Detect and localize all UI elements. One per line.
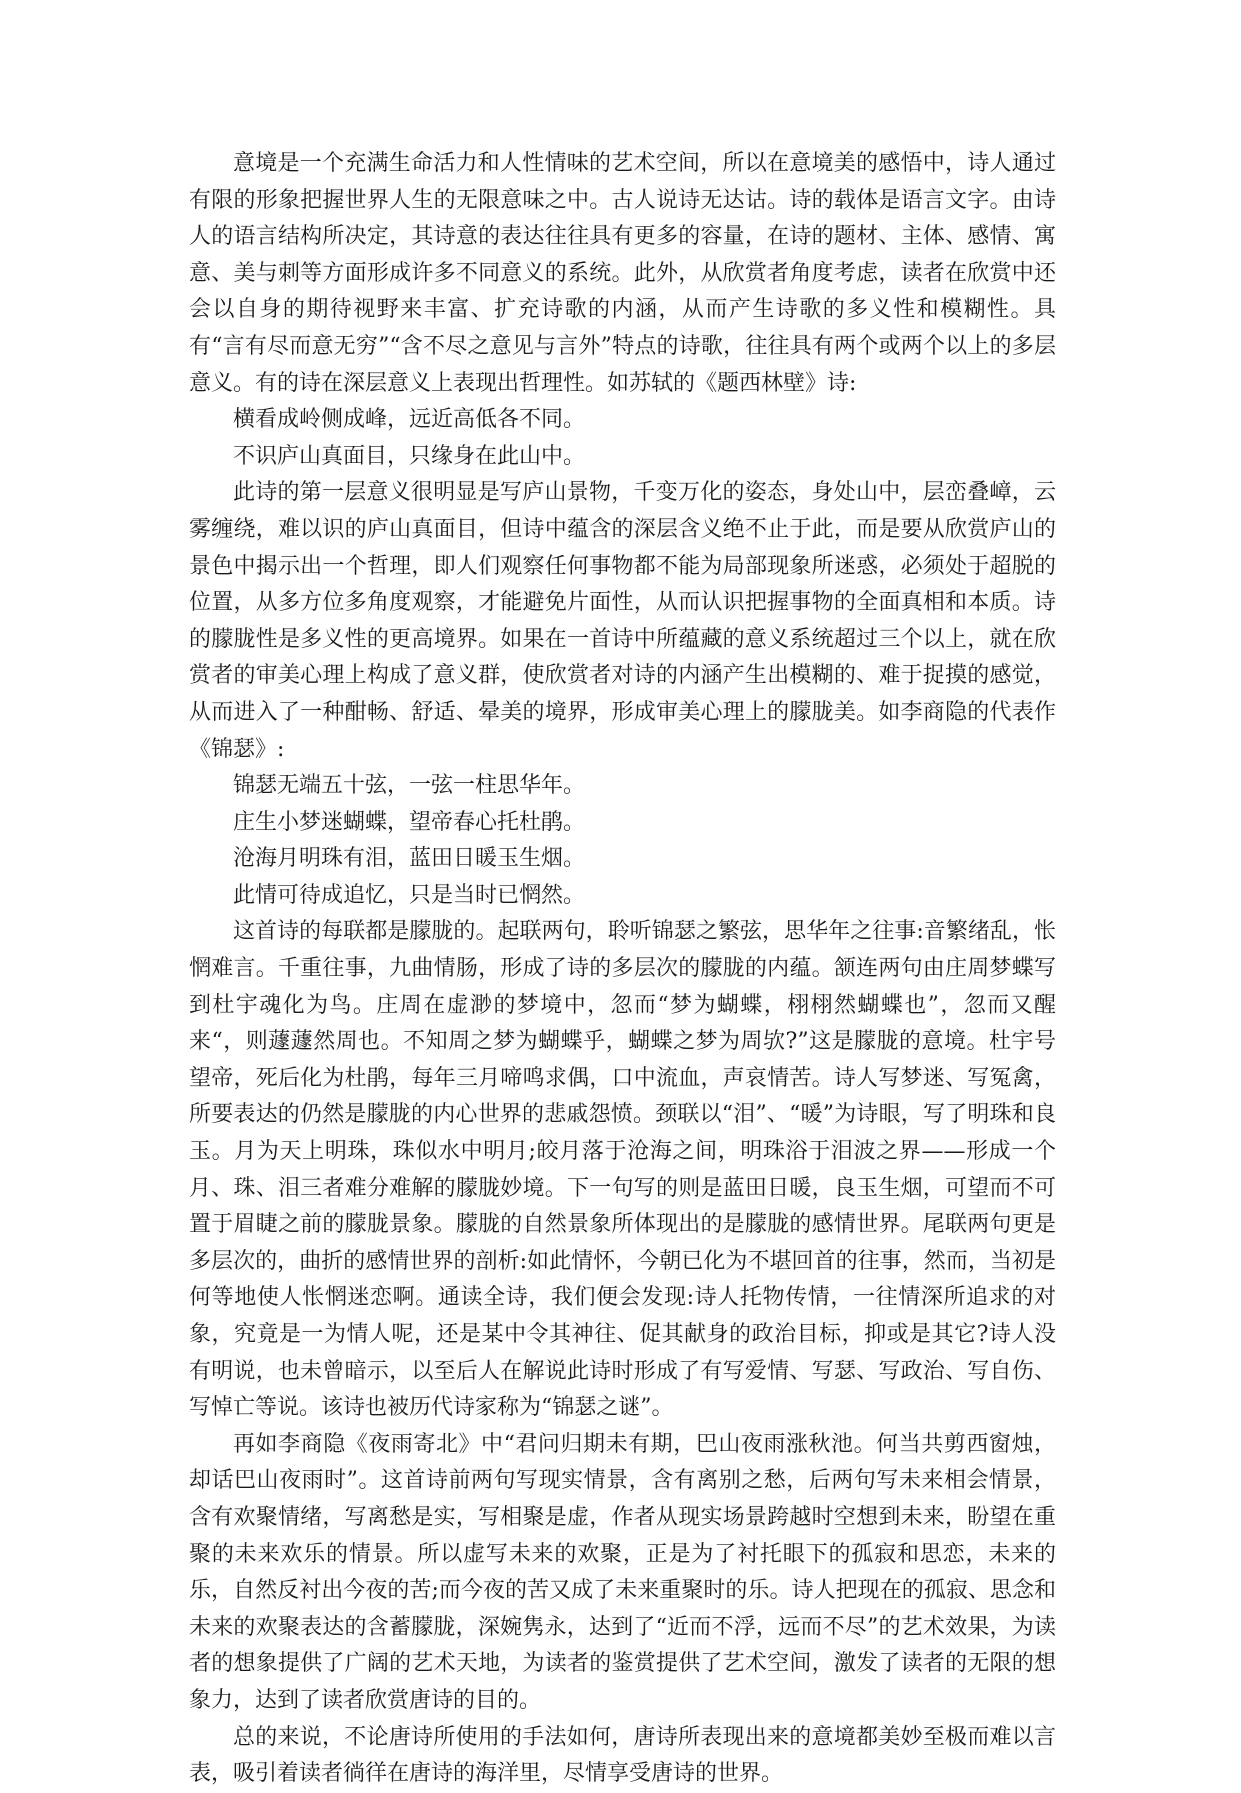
poem-line: 此情可待成追忆，只是当时已惘然。: [233, 882, 586, 908]
paragraph-analysis-jinse: 这首诗的每联都是朦胧的。起联两句，聆听锦瑟之繁弦，思华年之往事:音繁绪乱，怅惘难言。千重往事，九曲情肠，形成了诗的多层次的朦胧的内蕴。颔连两句由庄周梦蝶写到杜宇魂化为鸟。庄周在虚渺的梦境中，忽而“梦为蝴蝶，栩栩然蝴蝶也”，忽而又醒来“，则蘧蘧然周也。不知周之梦为蝴蝶乎，蝴蝶之梦为周欤?”这是朦胧的意境。杜宇号望帝，死后化为杜鹃，每年三月啼鸣求偶，口中流血，声哀情苦。诗人写梦迷、写冤禽，所要表达的仍然是朦胧的内心世界的悲戚怨愤。颈联以“泪”、“暖”为诗眼，写了明珠和良玉。月为天上明珠，珠似水中明月;皎月落于沧海之间，明珠浴于泪波之界——形成一个月、珠、泪三者难分难解的朦胧妙境。下一句写的则是蓝田日暖，良玉生烟，可望而不可置于眉睫之前的朦胧景象。朦胧的自然景象所体现出的是朦胧的感情世界。尾联两句更是多层次的，曲折的感情世界的剖析:如此情怀，今朝已化为不堪回首的往事，然而，当初是何等地使人怅惘迷恋啊。通读全诗，我们便会发现:诗人托物传情，一往情深所追求的对象，究竟是一为情人呢，还是某中令其神往、促其献身的政治目标，抑或是其它?诗人没有明说，也未曾暗示，以至后人在解说此诗时形成了有写爱情、写瑟、写政治、写自伤、写悼亡等说。该诗也被历代诗家称为“锦瑟之谜”。: [189, 919, 1056, 1421]
document-body: [189, 146, 1056, 1793]
poem-line: 不识庐山真面目，只缘身在此山中。: [233, 443, 586, 469]
paragraph-intro: 意境是一个充满生命活力和人性情味的艺术空间，所以在意境美的感悟中，诗人通过有限的形象把握世界人生的无限意味之中。古人说诗无达诂。诗的载体是语言文字。由诗人的语言结构所决定，其诗意的表达往往具有更多的容量，在诗的题材、主体、感情、寓意、美与刺等方面形成许多不同意义的系统。此外，从欣赏者角度考虑，读者在欣赏中还会以自身的期待视野来丰富、扩充诗歌的内涵，从而产生诗歌的多义性和模糊性。具有“言有尽而意无穷”“含不尽之意见与言外”特点的诗歌，往往具有两个或两个以上的多层意义。有的诗在深层意义上表现出哲理性。如苏轼的《题西林壁》诗:: [189, 151, 1056, 396]
paragraph-analysis-xilin: 此诗的第一层意义很明显是写庐山景物，千变万化的姿态，身处山中，层峦叠嶂，云雾缠绕，难以识的庐山真面目，但诗中蕴含的深层含义绝不止于此，而是要从欣赏庐山的景色中揭示出一个哲理，即人们观察任何事物都不能为局部现象所迷惑，必须处于超脱的位置，从多方位多角度观察，才能避免片面性，从而认识把握事物的全面真相和本质。诗的朦胧性是多义性的更高境界。如果在一首诗中所蕴藏的意义系统超过三个以上，就在欣赏者的审美心理上构成了意义群，使欣赏者对诗的内涵产生出模糊的、难于捉摸的感觉，从而进入了一种酣畅、舒适、晕美的境界，形成审美心理上的朦胧美。如李商隐的代表作《锦瑟》:: [189, 480, 1056, 762]
paragraph-analysis-yeyu: 再如李商隐《夜雨寄北》中“君问归期未有期，巴山夜雨涨秋池。何当共剪西窗烛，却话巴山夜雨时”。这首诗前两句写现实情景，含有离别之愁，后两句写未来相会情景，含有欢聚情绪，写离愁是实，写相聚是虚，作者从现实场景跨越时空想到未来，盼望在重聚的未来欢乐的情景。所以虚写未来的欢聚，正是为了衬托眼下的孤寂和思恋，未来的乐，自然反衬出今夜的苦;而今夜的苦又成了未来重聚时的乐。诗人把现在的孤寂、思念和未来的欢聚表达的含蓄朦胧，深婉隽永，达到了“近而不浮，远而不尽”的艺术效果，为读者的想象提供了广阔的艺术天地，为读者的鉴赏提供了艺术空间，激发了读者的无限的想象力，达到了读者欣赏唐诗的目的。: [189, 1431, 1056, 1713]
poem-line: 沧海月明珠有泪，蓝田日暖玉生烟。: [233, 846, 586, 872]
poem-line: 锦瑟无端五十弦，一弦一柱思华年。: [233, 773, 586, 799]
poem-line: 横看成岭侧成峰，远近高低各不同。: [233, 407, 586, 433]
poem-line: 庄生小梦迷蝴蝶，望帝春心托杜鹃。: [233, 809, 586, 835]
paragraph-conclusion: 总的来说，不论唐诗所使用的手法如何，唐诗所表现出来的意境都美妙至极而难以言表，吸引着读者徜徉在唐诗的海洋里，尽情享受唐诗的世界。: [189, 1724, 1056, 1787]
